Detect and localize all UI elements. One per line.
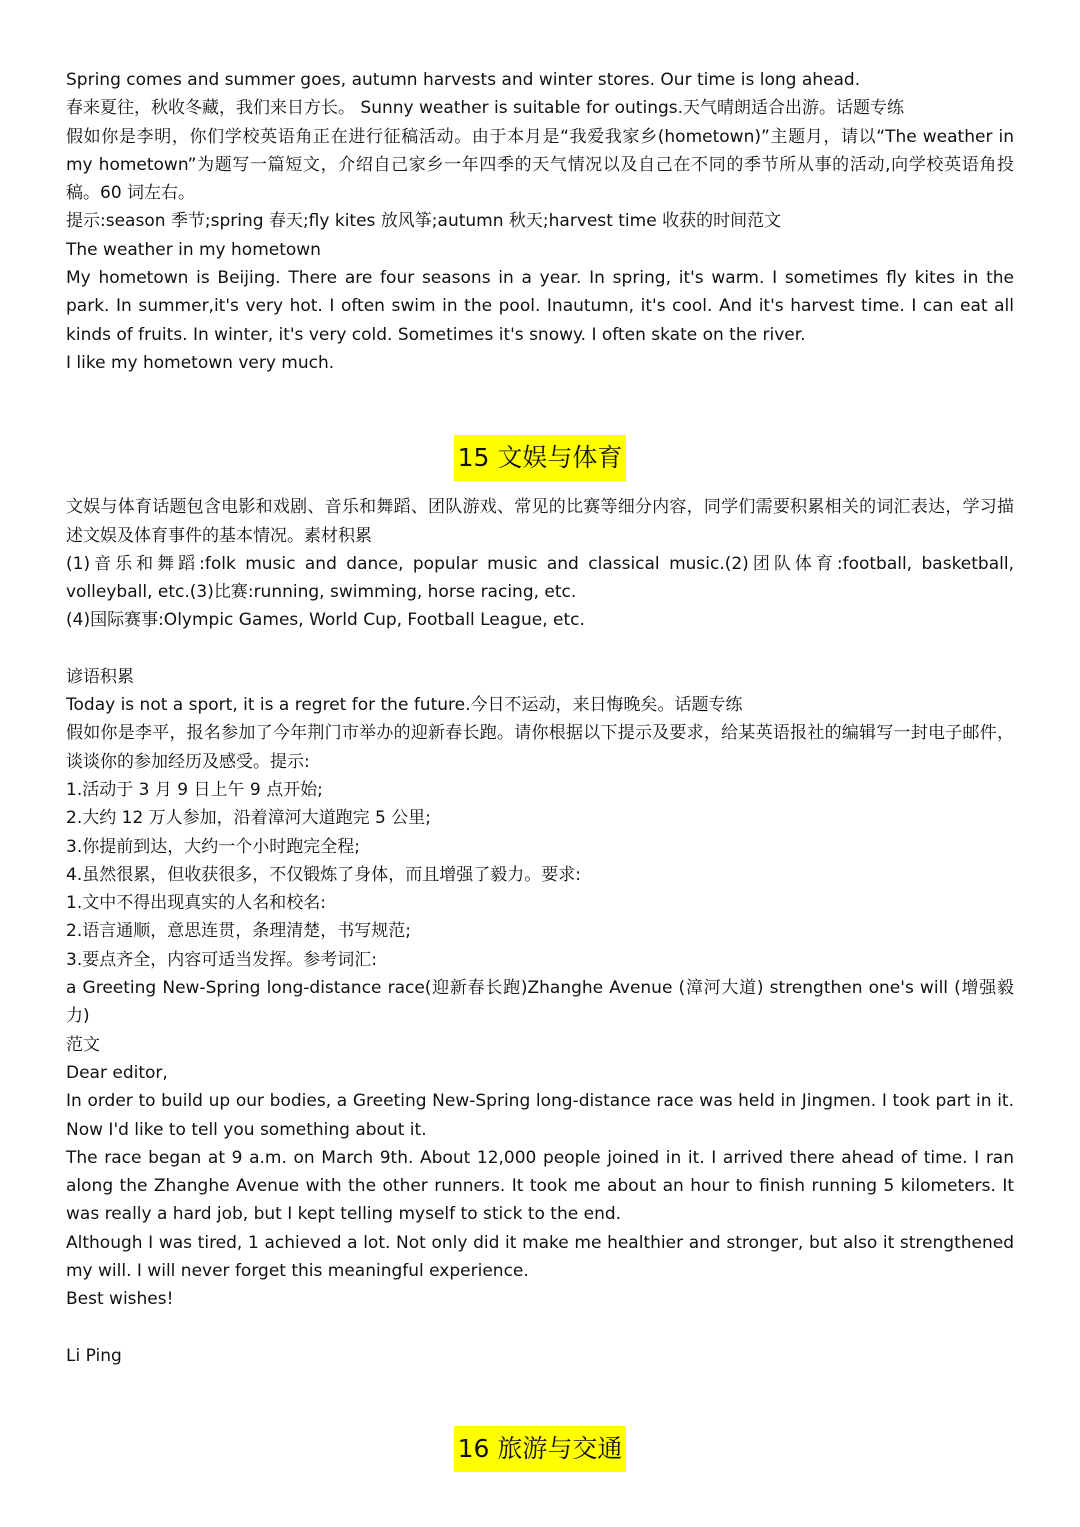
section-15-heading-wrap (66, 435, 1014, 481)
requirement-item: 2.语言通顺，意思连贯，条理清楚，书写规范; (66, 921, 411, 942)
section-16-heading-wrap (66, 1426, 1014, 1472)
proverb-line: Spring comes and summer goes, autumn harvests and winter stores. Our time is long ahead. (66, 70, 861, 90)
email-greeting: Dear editor, (66, 1062, 168, 1083)
material-list-2: (4)国际赛事:Olympic Games, World Cup, Football League, etc. (66, 610, 585, 631)
reference-vocab: a Greeting New-Spring long-distance race(迎新春长跑)Zhanghe Avenue (漳河大道) strengthen one's will (增强毅力) (66, 978, 1014, 1027)
proverb-cn-line: 春来夏往，秋收冬藏，我们来日方长。 Sunny weather is suitable for outings.天气晴朗适合出游。话题专练 (66, 98, 905, 119)
hint-item: 1.活动于 3 月 9 日上午 9 点开始; (66, 779, 323, 800)
model-essay-label: 范文 (66, 1034, 100, 1055)
email-paragraph-2: The race began at 9 a.m. on March 9th. About 12,000 people joined in it. I arrived there ahead of time. I ran along the Zhanghe Avenue with the other runners. It took me about an hour to finish running 5 kilometers. It was really a hard job, but I kept telling myself to stick to the end. (66, 1147, 1014, 1225)
section-15-heading: 15 文娱与体育 (454, 435, 627, 481)
requirement-item: 1.文中不得出现真实的人名和校名: (66, 893, 326, 914)
essay-body: My hometown is Beijing. There are four seasons in a year. In spring, it's warm. I sometimes fly kites in the park. In summer,it's very hot. I often swim in the pool. Inautumn, it's cool. And it's harvest time. I can eat all kinds of fruits. In winter, it's very cold. Sometimes it's snowy. I often skate on the river. (66, 268, 1014, 345)
proverb: Today is not a sport, it is a regret for the future.今日不运动，来日悔晚矣。话题专练 (66, 695, 743, 716)
email-closing: Best wishes! (66, 1289, 174, 1310)
essay-ending: I like my hometown very much. (66, 352, 335, 373)
essay-title: The weather in my hometown (66, 239, 321, 260)
email-paragraph-3: Although I was tired, 1 achieved a lot. Not only did it make me healthier and stronger, but also it strengthened my will. I will never forget this meaningful experience. (66, 1232, 1014, 1281)
email-paragraph-1: In order to build up our bodies, a Greeting New-Spring long-distance race was held in Jingmen. I took part in it. Now I'd like to tell you something about it. (66, 1091, 1014, 1140)
requirement-item: 3.要点齐全，内容可适当发挥。参考词汇: (66, 949, 377, 970)
section-15-intro: 文娱与体育话题包含电影和戏剧、音乐和舞蹈、团队游戏、常见的比赛等细分内容，同学们需要积累相关的词汇表达，学习描述文娱及体育事件的基本情况。素材积累 (66, 497, 1014, 546)
vocab-hint: 提示:season 季节;spring 春天;fly kites 放风筝;autumn 秋天;harvest time 收获的时间范文 (66, 211, 782, 232)
email-signature: Li Ping (66, 1345, 122, 1366)
hint-item: 2.大约 12 万人参加，沿着漳河大道跑完 5 公里; (66, 808, 432, 829)
hint-item: 3.你提前到达，大约一个小时跑完全程; (66, 836, 360, 857)
proverb-title: 谚语积累 (66, 666, 134, 687)
writing-task: 假如你是李明，你们学校英语角正在进行征稿活动。由于本月是“我爱我家乡(hometown)”主题月，请以“The weather in my hometown”为题写一篇短文，介绍自己家乡一年四季的天气情况以及自己在不同的季节所从事的活动,向学校英语角投稿。60 词左右。 (66, 126, 1014, 204)
email-task: 假如你是李平，报名参加了今年荆门市举办的迎新春长跑。请你根据以下提示及要求，给某英语报社的编辑写一封电子邮件，谈谈你的参加经历及感受。提示: (66, 723, 1014, 772)
hint-item: 4.虽然很累，但收获很多，不仅锻炼了身体，而且增强了毅力。要求: (66, 864, 581, 885)
section-16-heading: 16 旅游与交通 (454, 1426, 627, 1472)
material-list-1: (1)音乐和舞蹈:folk music and dance, popular music and classical music.(2)团队体育:football, basketball, volleyball, etc.(3)比赛:running, swimming, horse racing, etc. (66, 553, 1014, 603)
document-page (66, 66, 1014, 1472)
